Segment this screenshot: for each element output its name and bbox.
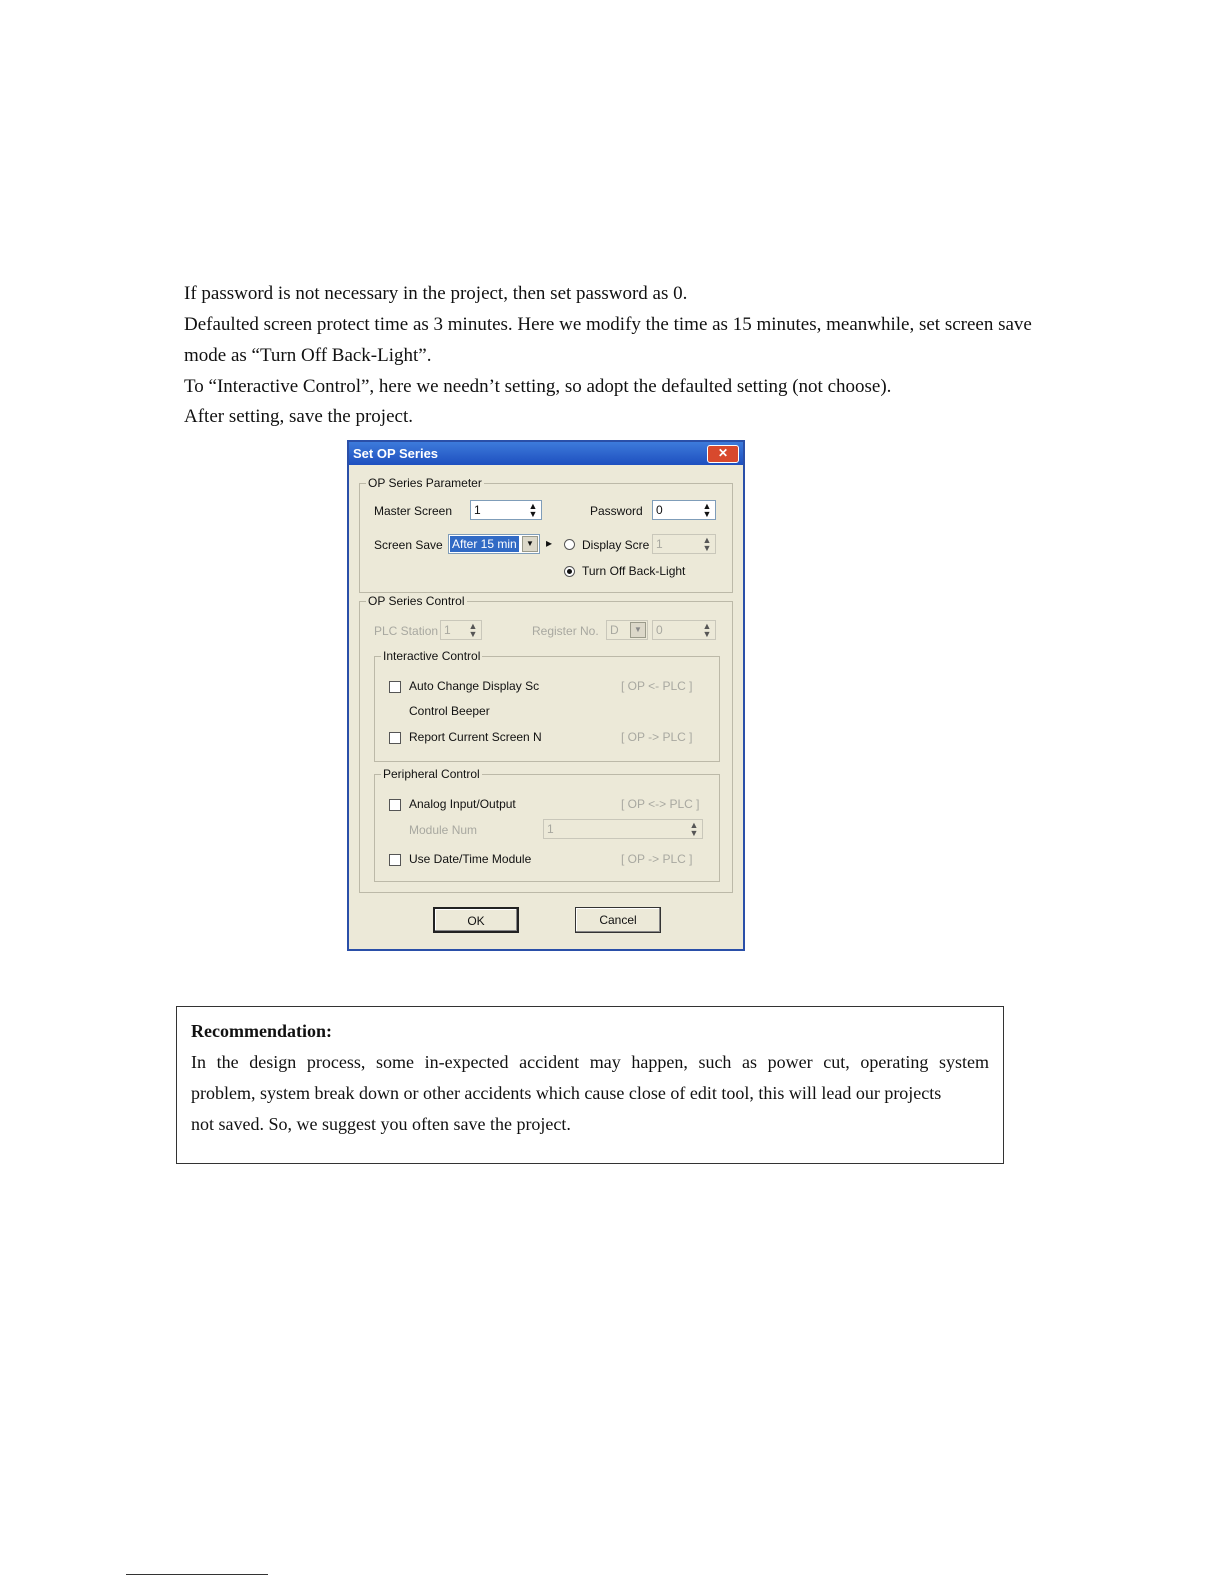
screen-save-select[interactable]: [448, 534, 540, 554]
register-type-value: D: [610, 623, 619, 637]
recommendation-title: Recommendation:: [191, 1021, 332, 1041]
display-screen-radio[interactable]: [564, 539, 575, 550]
register-number-stepper[interactable]: [652, 620, 716, 640]
register-no-label: Register No.: [532, 624, 599, 638]
password-value: 0: [656, 503, 663, 517]
chevron-down-icon[interactable]: ▼: [630, 622, 646, 638]
spinner-arrows-icon[interactable]: ▲ ▼: [528, 501, 538, 519]
dialog-title: Set OP Series: [353, 446, 439, 461]
control-beeper-label: Control Beeper: [409, 704, 490, 718]
screen-save-selected: After 15 min: [452, 537, 517, 551]
recommendation-box: [176, 1006, 1004, 1164]
spinner-arrows-icon[interactable]: ▲ ▼: [468, 621, 478, 639]
close-icon[interactable]: ✕: [707, 445, 739, 463]
chevron-down-icon[interactable]: ▼: [522, 536, 538, 552]
separator-dot: ▸: [546, 536, 553, 550]
recommendation-line: In the design process, some in-expected accident may happen, such as power cut, operating system: [191, 1052, 989, 1072]
auto-change-checkbox[interactable]: [389, 681, 401, 693]
ok-button[interactable]: OK: [433, 907, 519, 933]
interactive-control-group: [374, 649, 720, 762]
analog-io-direction: [ OP <-> PLC ]: [621, 797, 700, 811]
master-screen-label: Master Screen: [374, 504, 453, 518]
group-legend: Peripheral Control: [383, 767, 480, 781]
module-num-label: Module Num: [409, 823, 478, 837]
cancel-button[interactable]: Cancel: [575, 907, 661, 933]
recommendation-line: problem, system break down or other accidents which cause close of edit tool, this will lead our projects: [191, 1083, 942, 1103]
master-screen-value: 1: [474, 503, 481, 517]
register-type-select[interactable]: [606, 620, 648, 640]
password-stepper[interactable]: [652, 500, 716, 520]
screen-save-label: Screen Save: [374, 538, 443, 552]
auto-change-direction: [ OP <- PLC ]: [621, 679, 693, 693]
spinner-arrows-icon[interactable]: ▲ ▼: [702, 621, 712, 639]
paragraph-interactive-control: To “Interactive Control”, here we needn’t setting, so adopt the defaulted setting (not choose).: [184, 376, 892, 397]
footer-rule: [126, 1574, 268, 1575]
group-legend: OP Series Parameter: [368, 476, 482, 490]
password-label: Password: [590, 504, 643, 518]
group-legend: Interactive Control: [383, 649, 481, 663]
spinner-arrows-icon[interactable]: ▲ ▼: [702, 501, 712, 519]
plc-station-value: 1: [444, 623, 451, 637]
display-screen-value: 1: [656, 537, 663, 551]
paragraph-password: If password is not necessary in the project, then set password as 0.: [184, 283, 688, 304]
datetime-module-checkbox[interactable]: [389, 854, 401, 866]
plc-station-label: PLC Station: [374, 624, 439, 638]
master-screen-stepper[interactable]: [470, 500, 542, 520]
paragraph-save-project: After setting, save the project.: [184, 406, 413, 427]
group-legend: OP Series Control: [368, 594, 465, 608]
op-series-parameter-group: [359, 476, 733, 593]
turn-off-backlight-radio[interactable]: [564, 566, 575, 577]
recommendation-line: not saved. So, we suggest you often save the project.: [191, 1114, 571, 1134]
auto-change-label: Auto Change Display Sc: [409, 679, 540, 693]
display-screen-label: Display Scre: [582, 538, 650, 552]
turn-off-backlight-label: Turn Off Back-Light: [582, 564, 686, 578]
peripheral-control-group: [374, 767, 720, 882]
datetime-module-label: Use Date/Time Module: [409, 852, 532, 866]
report-screen-label: Report Current Screen N: [409, 730, 542, 744]
op-series-control-group: [359, 594, 733, 893]
plc-station-stepper[interactable]: [440, 620, 482, 640]
analog-io-checkbox[interactable]: [389, 799, 401, 811]
module-num-stepper[interactable]: [543, 819, 703, 839]
dialog-titlebar: [349, 442, 743, 465]
module-num-value: 1: [547, 822, 554, 836]
paragraph-screen-protect: Defaulted screen protect time as 3 minutes. Here we modify the time as 15 minutes, meanwhile, set screen save: [184, 314, 1032, 335]
register-number-value: 0: [656, 623, 663, 637]
spinner-arrows-icon[interactable]: ▲ ▼: [702, 535, 712, 553]
set-op-series-dialog: [347, 440, 745, 951]
spinner-arrows-icon[interactable]: ▲ ▼: [689, 820, 699, 838]
paragraph-screen-save-mode: mode as “Turn Off Back-Light”.: [184, 345, 432, 366]
report-screen-checkbox[interactable]: [389, 732, 401, 744]
datetime-module-direction: [ OP -> PLC ]: [621, 852, 693, 866]
display-screen-stepper[interactable]: [652, 534, 716, 554]
report-screen-direction: [ OP -> PLC ]: [621, 730, 693, 744]
analog-io-label: Analog Input/Output: [409, 797, 516, 811]
